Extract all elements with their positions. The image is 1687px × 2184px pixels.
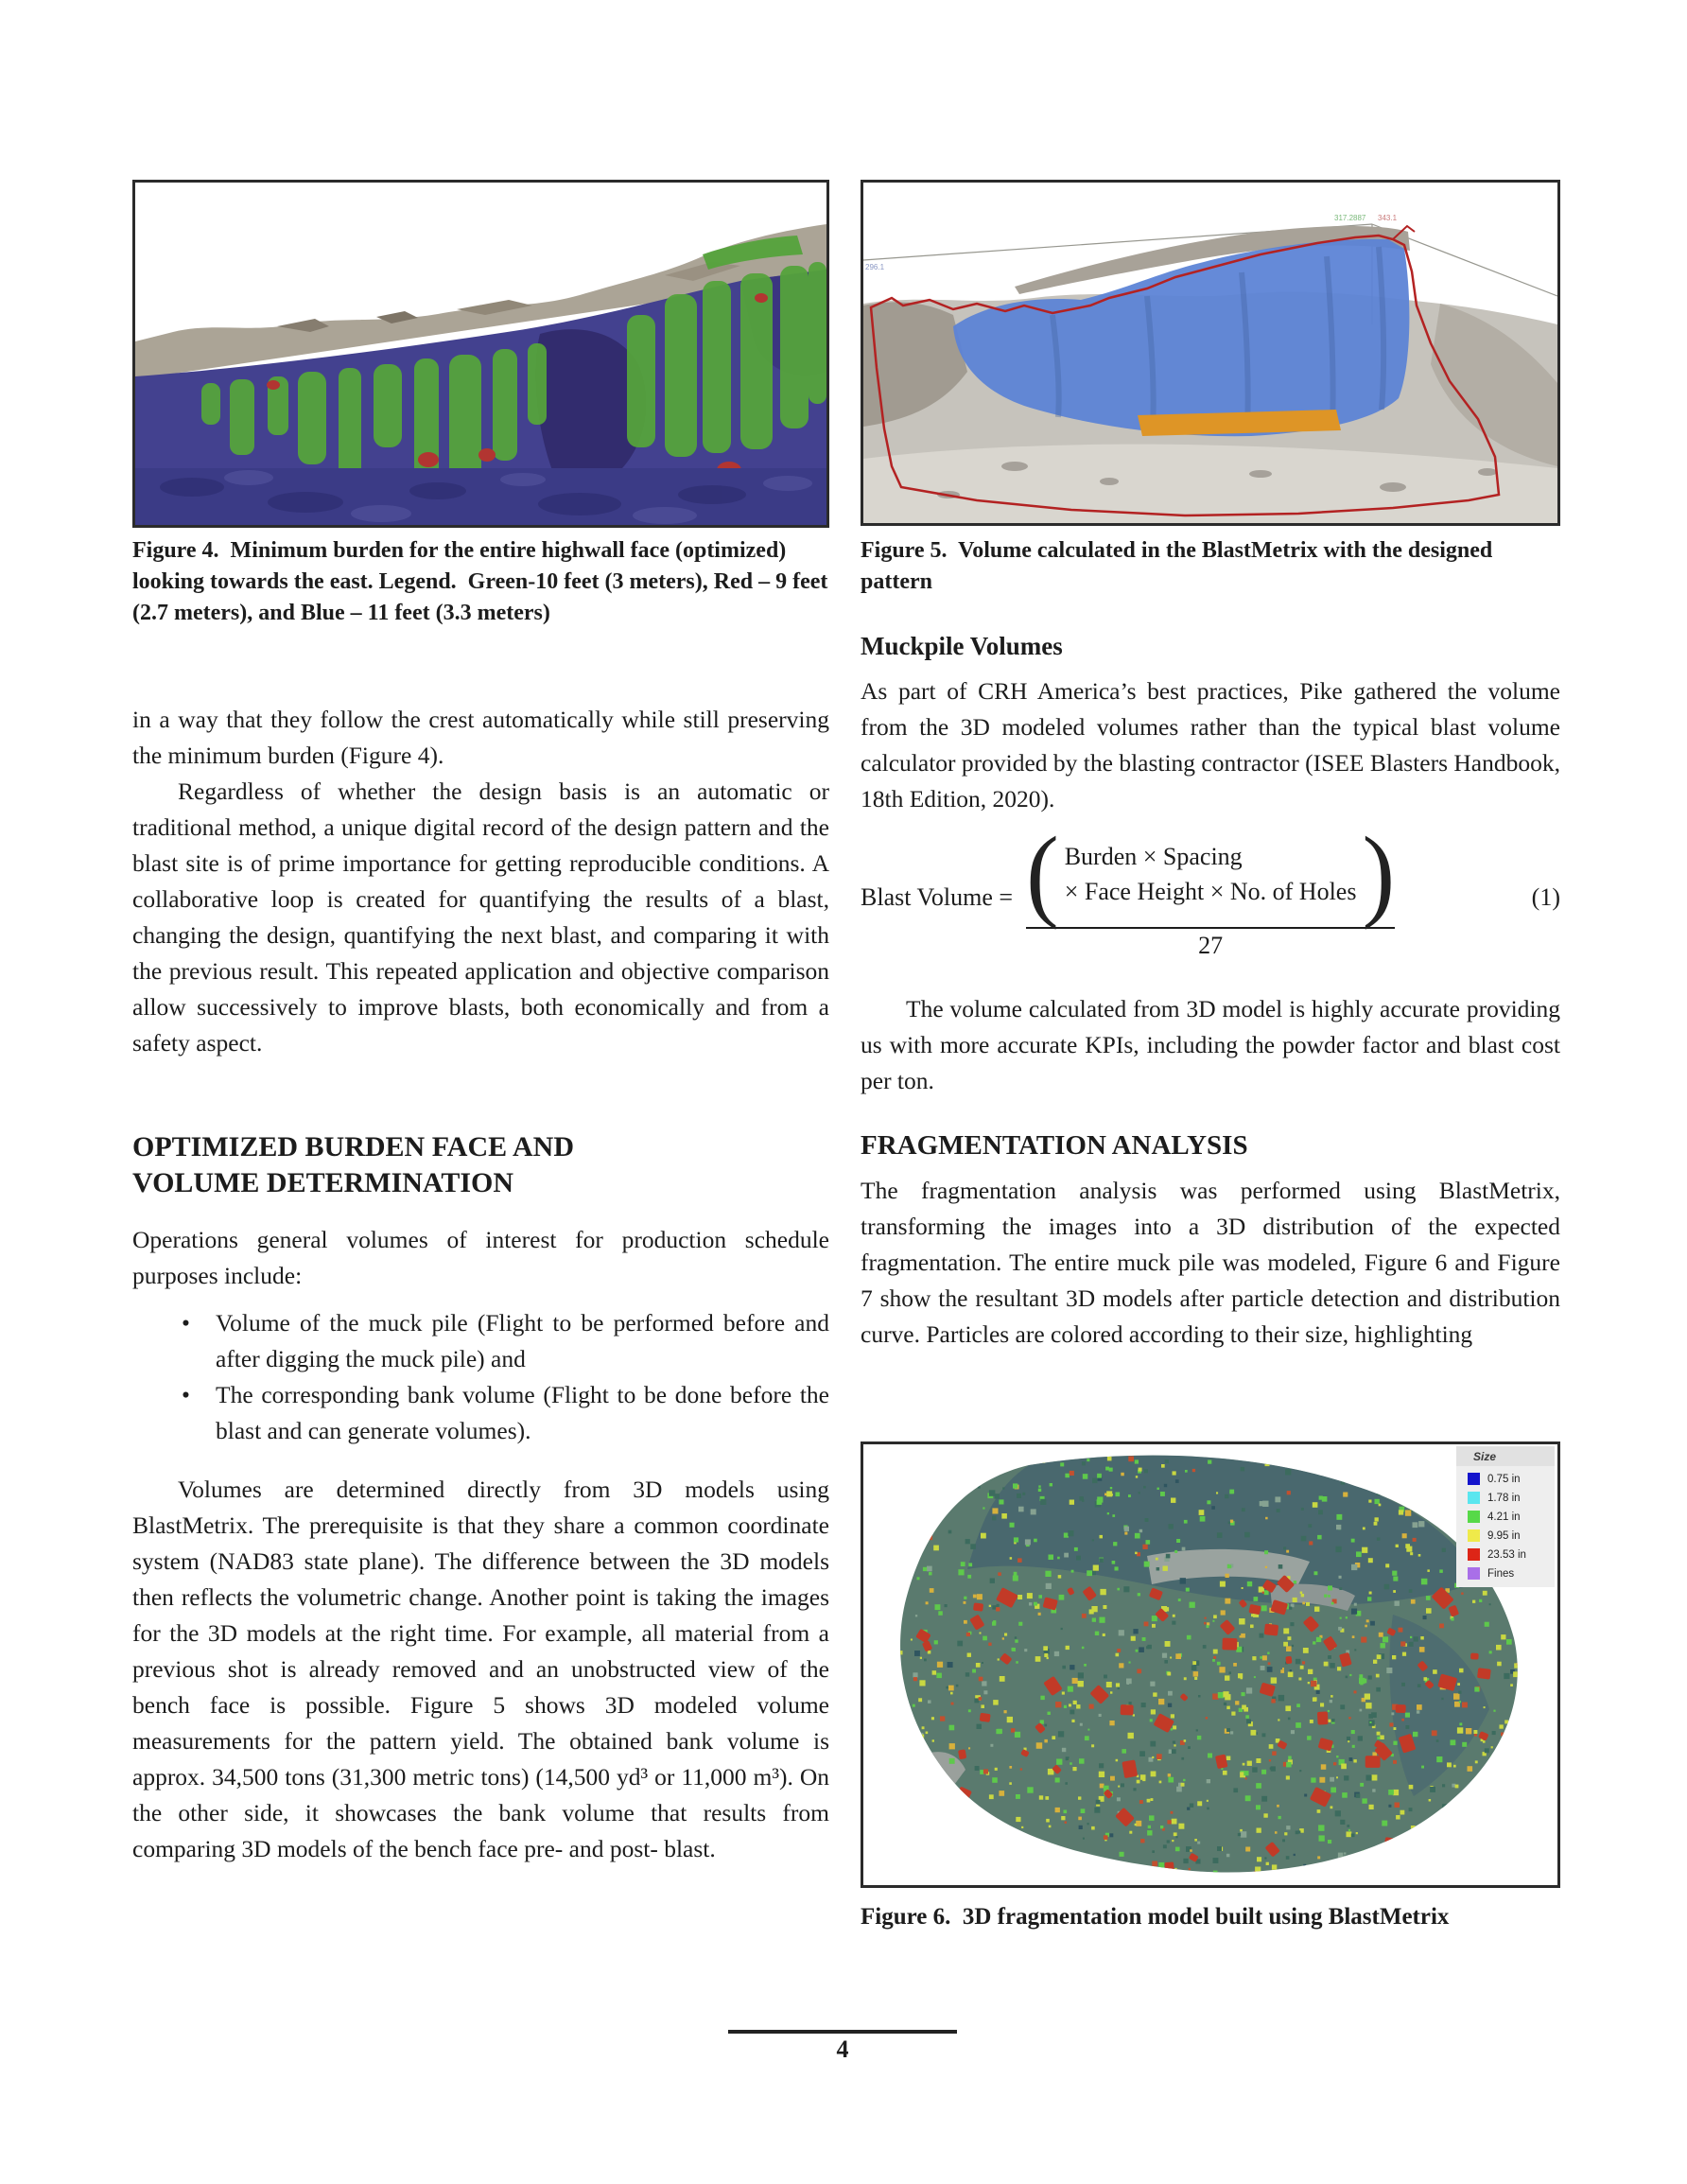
paragraph-operations: Operations general volumes of interest for production schedule purposes include: [132,1226,829,1289]
figure5-image [861,180,1560,526]
legend-swatch-purple [1468,1567,1480,1580]
legend-row: 4.21 in [1468,1511,1555,1523]
svg-text:317.2887: 317.2887 [1334,214,1366,222]
blast-volume-equation [861,816,1560,960]
equation-numerator-line1: Burden × Spacing [1064,843,1243,870]
legend-row: 1.78 in [1468,1492,1555,1504]
footer-rule [728,2030,957,2034]
muckpile-volumes-heading: Muckpile Volumes [861,632,1063,660]
heading-line-2: VOLUME DETERMINATION [132,1167,514,1198]
section-heading-optimized [132,1129,829,1201]
heading-line-1: OPTIMIZED BURDEN FACE AND [132,1131,574,1162]
paragraph-volumes-determined: Volumes are determined directly from 3D models using BlastMetrix. The prerequisite is that they share a common coordinate system (NAD83 state plane). The difference between the 3D models then reflects the volumetric change. Another point is taking the images for the 3D models at the right time. For example, all material from a previous shot is already removed and an unobstructed view of the bench face is possible. Figure 5 shows 3D modeled volume measurements for the pattern yield. The obtained bank volume is approx. 34,500 tons (31,300 metric tons) (14,500 yd³ or 11,000 m³). On the other side, it showcases the bank volume that results from comparing 3D models of the bench face pre- and post- blast. [132,1476,829,1862]
figure6-image [861,1441,1560,1888]
paragraph-crest: in a way that they follow the crest automatically while still preserving the minimum burden (Figure 4). [132,706,829,769]
equation-lhs: Blast Volume = [861,883,1014,911]
bullet-bank-volume: • The corresponding bank volume (Flight to be done before the blast and can generate volumes). [132,1377,829,1449]
paragraph-volume-calc: The volume calculated from 3D model is highly accurate providing us with more accurate KPIs, including the powder factor and blast cost per ton. [861,995,1560,1094]
equation-numerator-line2: × Face Height × No. of Holes [1064,878,1357,905]
bullet-list [132,1305,829,1449]
legend-swatch-red [1468,1548,1480,1561]
blastmetrix-volume-render [863,183,1557,523]
legend-title: Size [1456,1446,1555,1466]
legend-swatch-cyan [1468,1492,1480,1504]
legend-row: 0.75 in [1468,1473,1555,1485]
legend-row: 23.53 in [1468,1548,1555,1561]
legend-swatch-yellow [1468,1529,1480,1542]
legend-row: Fines [1468,1567,1555,1580]
figure5-caption: Figure 5. Volume calculated in the BlastMetrix with the designed pattern [861,538,1493,594]
fragmentation-model-render [863,1444,1557,1885]
equation-number: (1) [1531,883,1560,911]
paragraph-fragmentation: The fragmentation analysis was performed using BlastMetrix, transforming the images into a 3D distribution of the expected fragmentation. The entire muck pile was modeled, Figure 6 and Figure 7 show the resultant 3D models after particle detection and distribution curve. Particles are colored according to their size, highlighting [861,1177,1560,1348]
figure6-caption: Figure 6. 3D fragmentation model built using BlastMetrix [861,1904,1450,1930]
paragraph-crh-practices: As part of CRH America’s best practices, Pike gathered the volume from the 3D modeled volumes rather than the typical blast volume calculator provided by the blasting contractor (ISEE Blasters Handbook, 18th Edition, 2020). [861,677,1560,812]
left-body-block [132,702,829,1061]
paragraph-regardless: Regardless of whether the design basis is an automatic or traditional method, a unique digital record of the design pattern and the blast site is of prime importance for getting reproducible conditions. A collaborative loop is created for quantifying the results of a blast, changing the design, quantifying the next blast, and comparing it with the previous result. This repeated application and objective comparison allow successively to improve blasts, both economically and from a safety aspect. [132,778,829,1057]
legend-swatch-green [1468,1511,1480,1523]
page-number: 4 [836,2035,849,2063]
equation-close-paren: ) [1362,816,1396,931]
svg-text:296.1: 296.1 [865,263,885,271]
bullet-muck-pile-volume: • Volume of the muck pile (Flight to be performed before and after digging the muck pile) and [132,1305,829,1377]
svg-text:343.1: 343.1 [1378,214,1398,222]
legend-row: 9.95 in [1468,1529,1555,1542]
figure4-image [132,180,829,528]
highwall-burden-render [135,183,826,525]
legend-swatch-blue [1468,1473,1480,1485]
equation-fraction [1026,816,1396,960]
fragmentation-analysis-heading: FRAGMENTATION ANALYSIS [861,1130,1248,1161]
figure4-caption: Figure 4. Minimum burden for the entire highwall face (optimized) looking towards the east. Legend. Green-10 feet (3 meters), Red – 9 feet (2.7 meters), and Blue – 11 feet (3.3 meters) [132,538,828,625]
equation-open-paren: ( [1026,816,1059,931]
size-legend [1456,1446,1555,1587]
equation-denominator: 27 [1198,932,1224,959]
